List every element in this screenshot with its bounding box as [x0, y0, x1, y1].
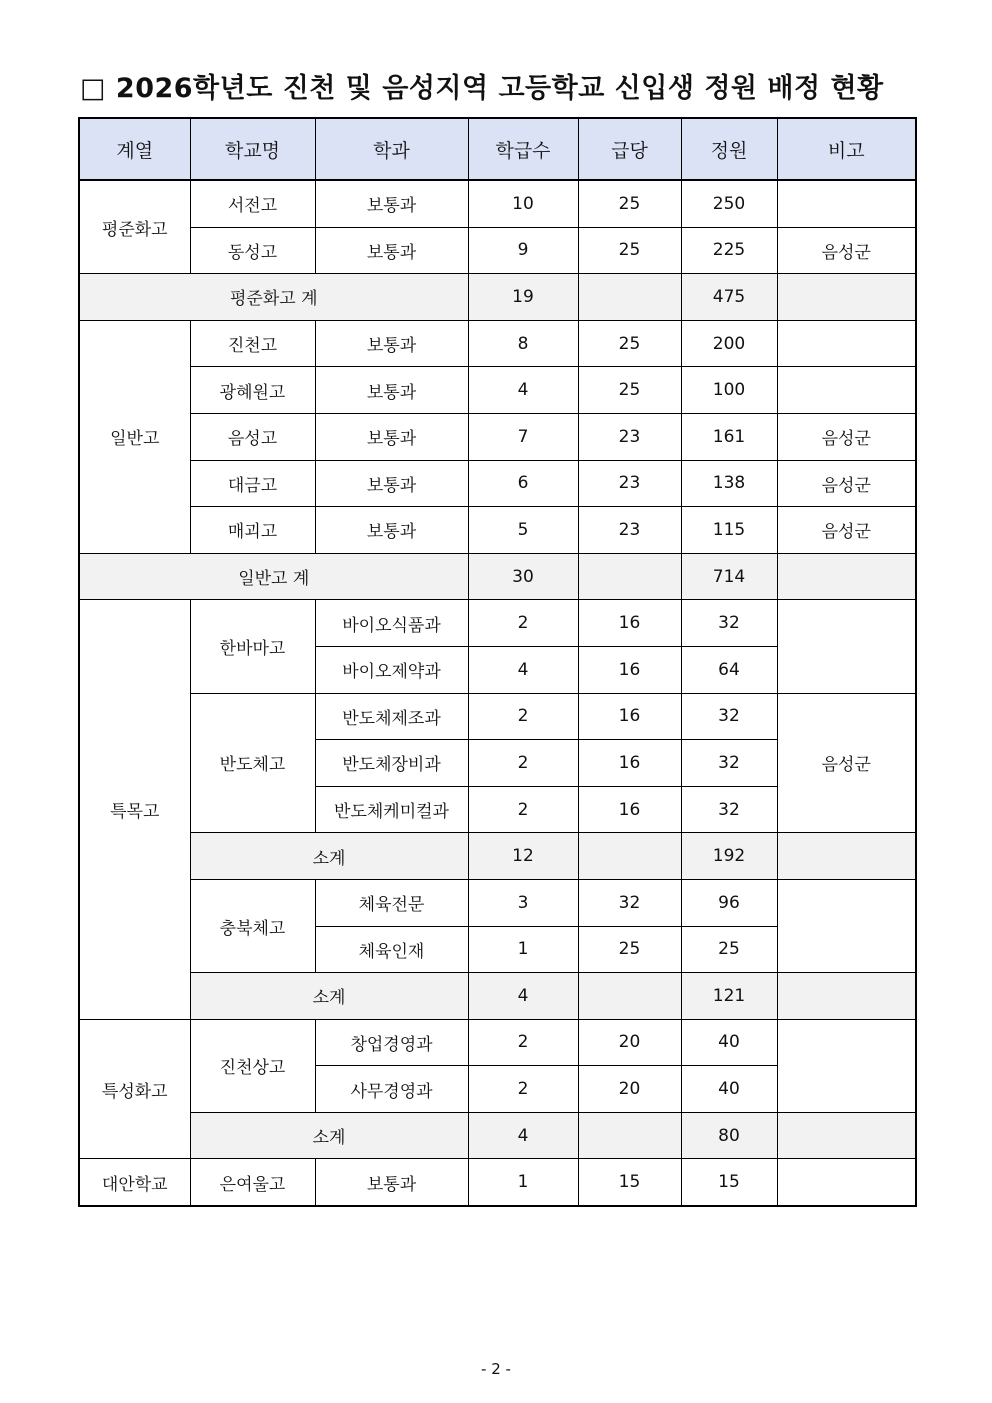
school-cell: 진천상고: [190, 1019, 315, 1112]
school-cell: 음성고: [190, 413, 315, 460]
subtotal-classes: 12: [468, 833, 578, 880]
table-row: [79, 320, 916, 367]
department-cell: 창업경영과: [315, 1019, 468, 1066]
per-class-cell: 25: [578, 227, 681, 274]
school-cell: 광혜원고: [190, 367, 315, 414]
table-row: [79, 460, 916, 507]
department-cell: 보통과: [315, 320, 468, 367]
subtotal-label: 소계: [190, 833, 468, 880]
table-row: [79, 1159, 916, 1206]
per-class-cell: 16: [578, 740, 681, 787]
subtotal-quota: 121: [681, 973, 777, 1020]
note-cell: 음성군: [777, 413, 916, 460]
department-cell: 바이오식품과: [315, 600, 468, 647]
department-cell: 반도체케미컬과: [315, 786, 468, 833]
quota-cell: 115: [681, 507, 777, 554]
classes-cell: 2: [468, 693, 578, 740]
table-row: [79, 367, 916, 414]
table-row: [79, 180, 916, 227]
classes-cell: 4: [468, 367, 578, 414]
page-number: - 2 -: [481, 1360, 511, 1378]
per-class-cell: 25: [578, 180, 681, 227]
classes-cell: 2: [468, 786, 578, 833]
subtotal-quota: 475: [681, 274, 777, 321]
quota-cell: 32: [681, 693, 777, 740]
department-cell: 반도체제조과: [315, 693, 468, 740]
subtotal-row: [79, 1112, 916, 1159]
classes-cell: 3: [468, 879, 578, 926]
school-cell: 서전고: [190, 180, 315, 227]
classes-cell: 4: [468, 646, 578, 693]
department-cell: 보통과: [315, 367, 468, 414]
subtotal-classes: 4: [468, 973, 578, 1020]
header-quota: 정원: [681, 118, 777, 180]
school-cell: 매괴고: [190, 507, 315, 554]
page-title: □ 2026학년도 진천 및 음성지역 고등학교 신입생 정원 배정 현황: [80, 73, 884, 104]
classes-cell: 9: [468, 227, 578, 274]
note-cell: [777, 1159, 916, 1206]
quota-cell: 32: [681, 786, 777, 833]
per-class-cell: 23: [578, 413, 681, 460]
per-class-cell: 23: [578, 507, 681, 554]
table-row: [79, 507, 916, 554]
subtotal-quota: 714: [681, 553, 777, 600]
header-note: 비고: [777, 118, 916, 180]
subtotal-note: [777, 553, 916, 600]
per-class-cell: 23: [578, 460, 681, 507]
note-cell: [777, 1019, 916, 1112]
table-row: [79, 413, 916, 460]
per-class-cell: 25: [578, 320, 681, 367]
subtotal-per-class: [578, 1112, 681, 1159]
header-school: 학교명: [190, 118, 315, 180]
per-class-cell: 20: [578, 1019, 681, 1066]
department-cell: 보통과: [315, 1159, 468, 1206]
quota-cell: 40: [681, 1019, 777, 1066]
school-cell: 반도체고: [190, 693, 315, 833]
note-cell: 음성군: [777, 227, 916, 274]
header-classes: 학급수: [468, 118, 578, 180]
subtotal-per-class: [578, 833, 681, 880]
school-cell: 진천고: [190, 320, 315, 367]
school-cell: 한바마고: [190, 600, 315, 693]
header-department: 학과: [315, 118, 468, 180]
note-cell: [777, 180, 916, 227]
subtotal-classes: 30: [468, 553, 578, 600]
subtotal-classes: 19: [468, 274, 578, 321]
subtotal-note: [777, 1112, 916, 1159]
subtotal-label: 소계: [190, 1112, 468, 1159]
department-cell: 보통과: [315, 413, 468, 460]
school-cell: 대금고: [190, 460, 315, 507]
classes-cell: 10: [468, 180, 578, 227]
note-cell: [777, 320, 916, 367]
table-header-row: [79, 118, 916, 180]
school-cell: 은여울고: [190, 1159, 315, 1206]
subtotal-note: [777, 274, 916, 321]
per-class-cell: 16: [578, 786, 681, 833]
header-category: 계열: [79, 118, 190, 180]
quota-cell: 225: [681, 227, 777, 274]
note-cell: 음성군: [777, 460, 916, 507]
table-row: [79, 1019, 916, 1066]
school-cell: 동성고: [190, 227, 315, 274]
subtotal-per-class: [578, 553, 681, 600]
note-cell: [777, 367, 916, 414]
category-cell: 특성화고: [79, 1019, 190, 1159]
quota-cell: 40: [681, 1066, 777, 1113]
table-row: [79, 600, 916, 647]
category-cell: 평준화고: [79, 180, 190, 274]
category-cell: 대안학교: [79, 1159, 190, 1206]
quota-cell: 200: [681, 320, 777, 367]
quota-cell: 161: [681, 413, 777, 460]
quota-cell: 64: [681, 646, 777, 693]
subtotal-label: 일반고 계: [79, 553, 468, 600]
classes-cell: 2: [468, 600, 578, 647]
department-cell: 사무경영과: [315, 1066, 468, 1113]
per-class-cell: 16: [578, 646, 681, 693]
note-cell: 음성군: [777, 507, 916, 554]
subtotal-row: [79, 833, 916, 880]
subtotal-quota: 192: [681, 833, 777, 880]
department-cell: 보통과: [315, 507, 468, 554]
quota-cell: 100: [681, 367, 777, 414]
classes-cell: 1: [468, 926, 578, 973]
table-row: [79, 879, 916, 926]
subtotal-row: [79, 553, 916, 600]
classes-cell: 5: [468, 507, 578, 554]
subtotal-quota: 80: [681, 1112, 777, 1159]
classes-cell: 2: [468, 740, 578, 787]
note-cell: [777, 879, 916, 972]
department-cell: 보통과: [315, 227, 468, 274]
note-cell: 음성군: [777, 693, 916, 833]
header-per-class: 급당: [578, 118, 681, 180]
per-class-cell: 32: [578, 879, 681, 926]
category-cell: 일반고: [79, 320, 190, 553]
quota-cell: 32: [681, 740, 777, 787]
subtotal-row: [79, 274, 916, 321]
category-cell: 특목고: [79, 600, 190, 1019]
subtotal-label: 소계: [190, 973, 468, 1020]
department-cell: 보통과: [315, 180, 468, 227]
subtotal-note: [777, 833, 916, 880]
per-class-cell: 25: [578, 367, 681, 414]
subtotal-per-class: [578, 274, 681, 321]
subtotal-note: [777, 973, 916, 1020]
quota-cell: 250: [681, 180, 777, 227]
table-row: [79, 693, 916, 740]
classes-cell: 6: [468, 460, 578, 507]
subtotal-per-class: [578, 973, 681, 1020]
per-class-cell: 20: [578, 1066, 681, 1113]
quota-cell: 15: [681, 1159, 777, 1206]
department-cell: 체육전문: [315, 879, 468, 926]
subtotal-classes: 4: [468, 1112, 578, 1159]
classes-cell: 2: [468, 1019, 578, 1066]
department-cell: 반도체장비과: [315, 740, 468, 787]
allocation-table: [78, 117, 917, 1207]
classes-cell: 7: [468, 413, 578, 460]
per-class-cell: 16: [578, 693, 681, 740]
quota-cell: 138: [681, 460, 777, 507]
per-class-cell: 25: [578, 926, 681, 973]
subtotal-row: [79, 973, 916, 1020]
classes-cell: 8: [468, 320, 578, 367]
department-cell: 체육인재: [315, 926, 468, 973]
per-class-cell: 15: [578, 1159, 681, 1206]
classes-cell: 2: [468, 1066, 578, 1113]
table-row: [79, 227, 916, 274]
department-cell: 바이오제약과: [315, 646, 468, 693]
department-cell: 보통과: [315, 460, 468, 507]
school-cell: 충북체고: [190, 879, 315, 972]
quota-cell: 96: [681, 879, 777, 926]
classes-cell: 1: [468, 1159, 578, 1206]
quota-cell: 25: [681, 926, 777, 973]
quota-cell: 32: [681, 600, 777, 647]
per-class-cell: 16: [578, 600, 681, 647]
note-cell: [777, 600, 916, 693]
subtotal-label: 평준화고 계: [79, 274, 468, 321]
